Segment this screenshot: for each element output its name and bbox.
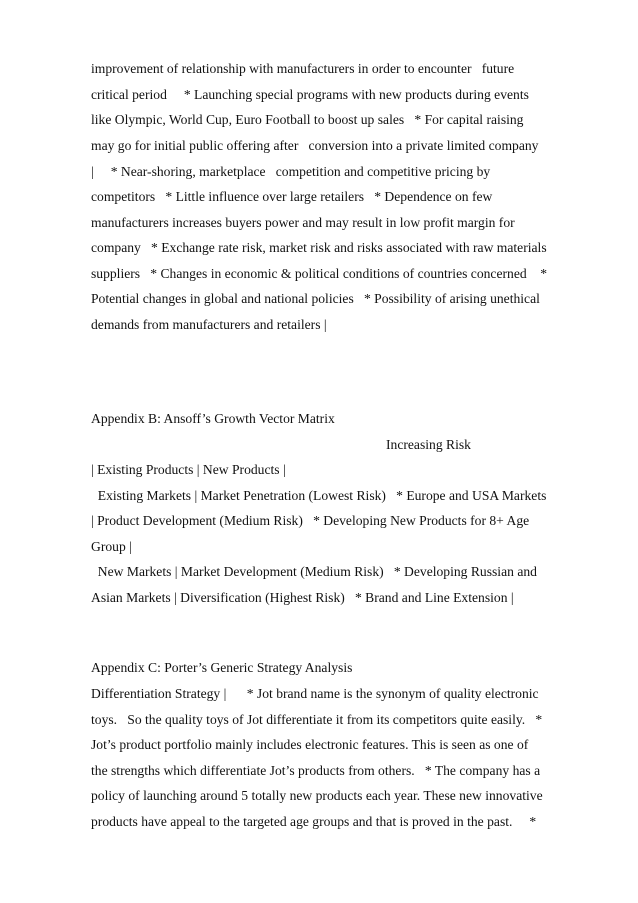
text-line: demands from manufacturers and retailers | [91, 317, 327, 332]
text-line: New Markets | Market Development (Medium Risk) * Developing Russian and [91, 564, 537, 579]
increasing-risk-label: Increasing Risk [386, 437, 471, 452]
text-line: like Olympic, World Cup, Euro Football to boost up sales * For capital raising [91, 112, 524, 127]
text-line: Differentiation Strategy | * Jot brand name is the synonym of quality electronic [91, 686, 539, 701]
text-line: company * Exchange rate risk, market risk and risks associated with raw materials [91, 240, 547, 255]
text-line: suppliers * Changes in economic & political conditions of countries concerned * [91, 266, 548, 281]
text-line: Group | [91, 539, 132, 554]
text-line: Existing Markets | Market Penetration (Lowest Risk) * Europe and USA Markets [91, 488, 547, 503]
text-line: may go for initial public offering after conversion into a private limited company [91, 138, 539, 153]
text-line: toys. So the quality toys of Jot differentiate it from its competitors quite easily. * [91, 712, 543, 727]
text-line: Asian Markets | Diversification (Highest Risk) * Brand and Line Extension | [91, 590, 514, 605]
appendix-c-heading: Appendix C: Porter’s Generic Strategy Analysis [91, 660, 353, 675]
text-line: | * Near-shoring, marketplace competition and competitive pricing by [91, 164, 491, 179]
text-line: Jot’s product portfolio mainly includes electronic features. This is seen as one of [91, 737, 529, 752]
text-line: | Product Development (Medium Risk) * Developing New Products for 8+ Age [91, 513, 530, 528]
text-line: improvement of relationship with manufacturers in order to encounter future [91, 61, 515, 76]
text-line: the strengths which differentiate Jot’s products from others. * The company has a [91, 763, 541, 778]
text-line: Potential changes in global and national policies * Possibility of arising unethical [91, 291, 540, 306]
text-line: manufacturers increases buyers power and may result in low profit margin for [91, 215, 515, 230]
text-line: products have appeal to the targeted age groups and that is proved in the past. * [91, 814, 537, 829]
text-line: policy of launching around 5 totally new products each year. These new innovative [91, 788, 543, 803]
text-line: | Existing Products | New Products | [91, 462, 286, 477]
text-line: critical period * Launching special programs with new products during events [91, 87, 529, 102]
text-line: competitors * Little influence over large retailers * Dependence on few [91, 189, 493, 204]
appendix-b-heading: Appendix B: Ansoff’s Growth Vector Matrix [91, 411, 335, 426]
